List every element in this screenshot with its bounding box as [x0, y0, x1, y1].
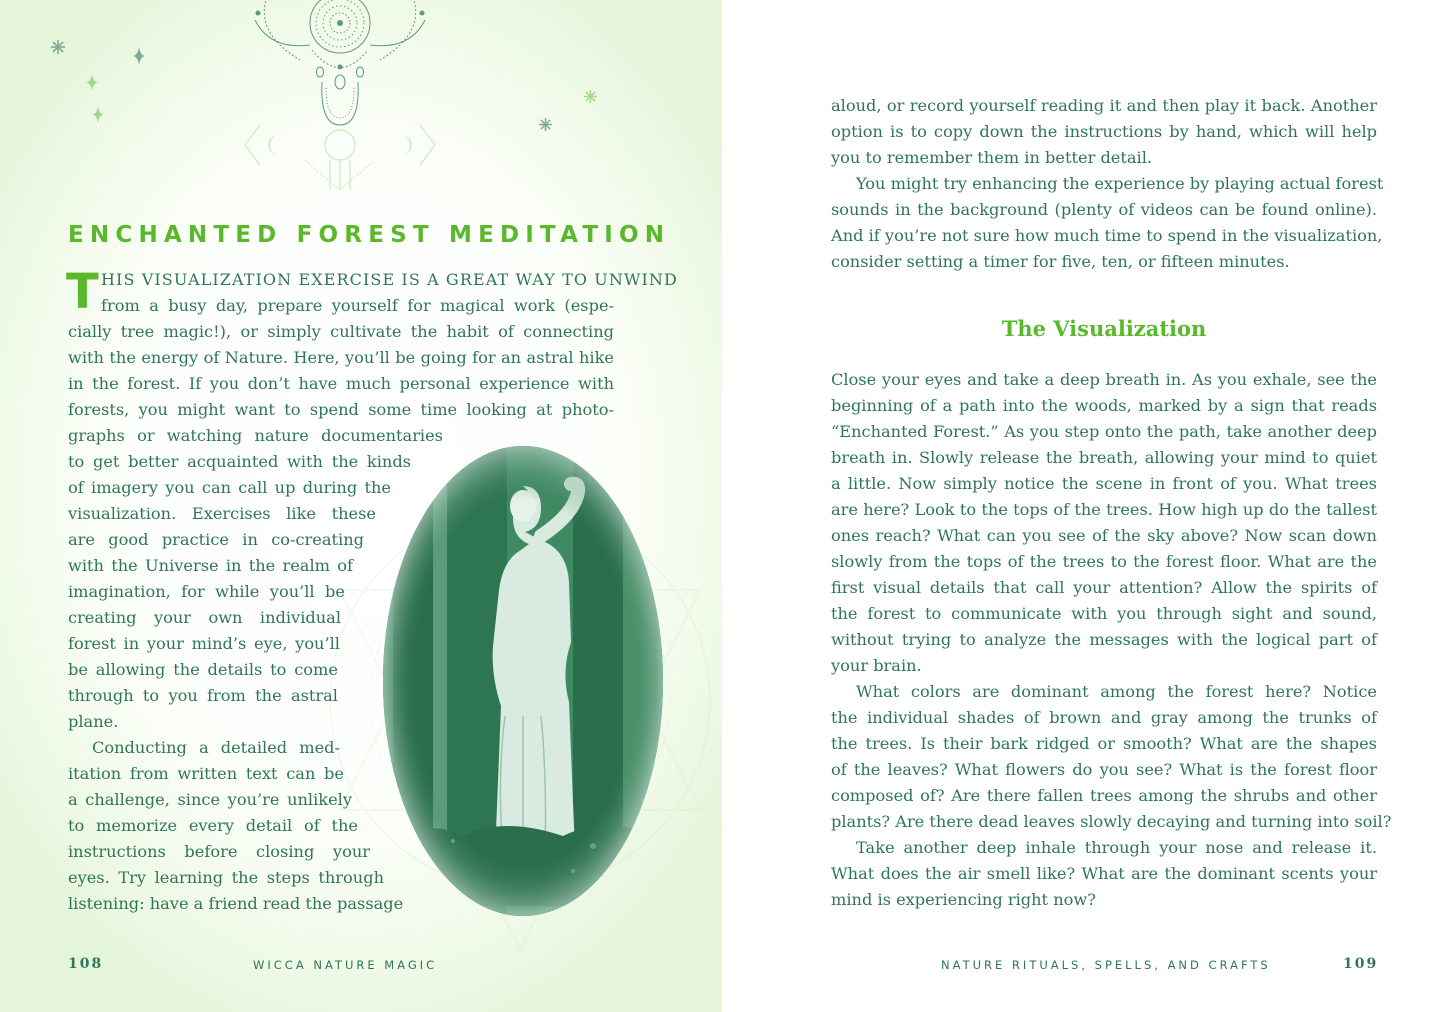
text-line: What colors are dominant among the forest here? Notice [856, 682, 1377, 701]
text-line: mind is experiencing right now? [831, 890, 1096, 909]
sparkle-star-icon [86, 74, 98, 91]
asterisk-star-icon [51, 40, 65, 54]
text-line: ones reach? What can you see of the sky above? Now scan down [831, 526, 1377, 545]
left-page [0, 0, 722, 1012]
text-line: HIS VISUALIZATION EXERCISE IS A GREAT WAY TO UNWIND [101, 270, 678, 289]
asterisk-star-icon [539, 118, 552, 131]
text-line: forest in your mind’s eye, you’ll [68, 634, 340, 653]
text-line: graphs or watching nature documentaries [68, 426, 443, 445]
text-line: What does the air smell like? What are the dominant scents your [831, 864, 1377, 883]
text-line: first visual details that call your attention? Allow the spirits of [831, 578, 1377, 597]
sparkle-star-icon [133, 47, 145, 65]
page-number-left: 108 [68, 956, 104, 972]
text-line: the forest to communicate with you through sight and sound, [831, 604, 1377, 623]
running-head-right: NATURE RITUALS, SPELLS, AND CRAFTS [941, 958, 1271, 972]
running-head-left: WICCA NATURE MAGIC [253, 958, 438, 972]
text-line: your brain. [831, 656, 922, 675]
text-line: “Enchanted Forest.” As you step onto the path, take another deep [831, 422, 1377, 441]
text-line: Take another deep inhale through your nose and release it. [856, 838, 1377, 857]
text-line: to get better acquainted with the kinds [68, 452, 411, 471]
text-line: of the leaves? What flowers do you see? What is the forest floor [831, 760, 1377, 779]
asterisk-star-icon [584, 90, 597, 103]
text-line: are good practice in co-creating [68, 530, 364, 549]
text-line: Close your eyes and take a deep breath in. As you exhale, see the [831, 370, 1377, 389]
drop-cap: T [66, 264, 99, 320]
sparkle-star-icon [92, 106, 104, 123]
text-line: plane. [68, 712, 119, 731]
text-line: through to you from the astral [68, 686, 338, 705]
text-line: of imagery you can call up during the [68, 478, 391, 497]
text-line: consider setting a timer for five, ten, or fifteen minutes. [831, 252, 1290, 271]
text-line: with the Universe in the realm of [68, 556, 353, 575]
text-line: forests, you might want to spend some time looking at photo- [68, 400, 614, 419]
forest-woman-engraving-illustration [383, 446, 663, 916]
text-line: from a busy day, prepare yourself for magical work (espe- [101, 296, 614, 315]
text-line: instructions before closing your [68, 842, 370, 861]
text-line: listening: have a friend read the passage [68, 894, 404, 913]
text-line: aloud, or record yourself reading it and then play it back. Another [831, 96, 1377, 115]
text-line: be allowing the details to come [68, 660, 338, 679]
chapter-title: ENCHANTED FOREST MEDITATION [68, 222, 671, 248]
text-line: a challenge, since you’re unlikely [68, 790, 352, 809]
text-line: the trees. Is their bark ridged or smooth? What are the shapes [831, 734, 1377, 753]
text-line: in the forest. If you don’t have much personal experience with [68, 374, 614, 393]
text-line: without trying to analyze the messages with the logical part of [831, 630, 1377, 649]
text-line: the individual shades of brown and gray among the trunks of [831, 708, 1377, 727]
engraving-image-icon [383, 446, 663, 916]
text-line: slowly from the tops of the trees to the forest floor. What are the [831, 552, 1377, 571]
text-line: visualization. Exercises like these [68, 504, 376, 523]
page-number-right: 109 [1343, 956, 1379, 972]
text-line: cially tree magic!), or simply cultivate the habit of connecting [68, 322, 614, 341]
text-line: Conducting a detailed med- [92, 738, 340, 757]
text-line: plants? Are there dead leaves slowly decaying and turning into soil? [831, 812, 1392, 831]
text-line: are here? Look to the tops of the trees. How high up do the tallest [831, 500, 1377, 519]
text-line: breath in. Slowly release the breath, allowing your mind to quiet [831, 448, 1377, 467]
text-line: beginning of a path into the woods, marked by a sign that reads [831, 396, 1377, 415]
text-line: imagination, for while you’ll be [68, 582, 345, 601]
text-line: with the energy of Nature. Here, you’ll be going for an astral hike [68, 348, 614, 367]
lotus-moon-ornament-icon [240, 0, 440, 190]
text-line: sounds in the background (plenty of videos can be found online). [831, 200, 1377, 219]
text-line: you to remember them in better detail. [831, 148, 1153, 167]
text-line: a little. Now simply notice the scene in front of you. What trees [831, 474, 1377, 493]
text-line: composed of? Are there fallen trees among the shrubs and other [831, 786, 1377, 805]
text-line: eyes. Try learning the steps through [68, 868, 384, 887]
text-line: option is to copy down the instructions by hand, which will help [831, 122, 1377, 141]
text-line: creating your own individual [68, 608, 341, 627]
text-line: And if you’re not sure how much time to spend in the visualization, [831, 226, 1383, 245]
text-line: itation from written text can be [68, 764, 344, 783]
section-heading: The Visualization [1001, 316, 1207, 341]
text-line: to memorize every detail of the [68, 816, 358, 835]
text-line: You might try enhancing the experience by playing actual forest [856, 174, 1384, 193]
